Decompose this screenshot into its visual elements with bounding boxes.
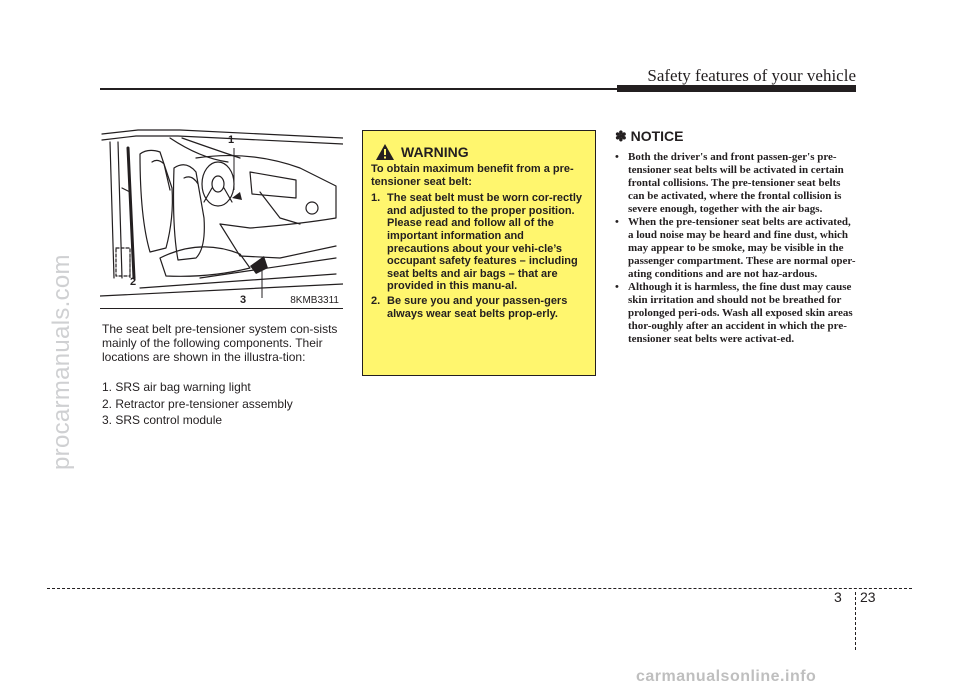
warning-body [371,163,589,320]
callout-3: 3 [240,294,247,306]
warning-title: WARNING [401,144,469,160]
page-number: 23 [860,589,876,605]
car-interior-drawing [100,128,343,308]
warning-box [362,130,596,376]
bullet-icon: • [615,281,619,293]
component-item: 1. SRS air bag warning light [102,380,251,394]
page-divider [855,592,856,650]
warning-intro: To obtain maximum benefit from a pre-tensioner seat belt: [371,163,574,188]
notice-title: ✽ NOTICE [615,128,684,144]
component-item: 2. Retractor pre-tensioner assembly [102,396,293,411]
warning-item [371,192,589,293]
warning-item-number: 1. [371,192,381,205]
figure-code: 8KMB3311 [290,295,339,306]
component-list [102,380,346,430]
component-item: 3. SRS control module [102,413,223,427]
notice-item-text: When the pre-tensioner seat belts are activated, a loud noise may be heard and fine dust, which may appear to be smoke, may be visible in the passenger compartment. These are normal oper-ating conditions and are not haz-ardous. [628,216,856,280]
warning-item [371,295,589,320]
intro-paragraph [102,322,346,364]
chapter-number: 3 [834,589,842,605]
section-title: Safety features of your vehicle [647,66,856,85]
bottom-watermark: carmanualsonline.info [636,668,817,685]
notice-item-text: Although it is harmless, the fine dust may cause skin irritation and should not be breathed for prolonged peri-ods. Wash all exposed skin areas thor-oughly after an accident in which the pre-tensioner seat belts were activat-ed. [628,281,853,345]
intro-text: The seat belt pre-tensioner system con-sists mainly of the following components. Their locations are shown in the illustra-tion: [102,322,338,364]
side-watermark: procarmanuals.com [48,254,75,470]
notice-item-text: Both the driver's and front passen-ger's pre-tensioner seat belts will be activated in certain frontal collisions. The pre-tensioner seat belts can be activated, where the frontal collision is severe enough, together with the air bags. [628,151,844,215]
notice-list [615,151,857,346]
warning-item-text: The seat belt must be worn cor-rectly and adjusted to the proper position. Please read and follow all of the important information and precautions about your vehi-cle’s occupant safety features – including seat belts and air bags – that are provided in this manu-al. [387,192,582,293]
bullet-icon: • [615,151,619,163]
footer-rule [47,588,912,589]
warning-header [375,143,589,161]
notice-item [615,151,857,216]
pretensioner-illustration [100,128,343,309]
callout-1: 1 [228,134,235,146]
header-bar [617,85,856,92]
bullet-icon: • [615,216,619,228]
callout-2: 2 [130,276,137,288]
notice-section [615,128,857,346]
notice-item [615,281,857,346]
warning-item-text: Be sure you and your passen-gers always wear seat belts prop-erly. [387,294,568,320]
warning-item-number: 2. [371,294,381,307]
warning-triangle-icon [375,143,395,161]
notice-item [615,216,857,281]
